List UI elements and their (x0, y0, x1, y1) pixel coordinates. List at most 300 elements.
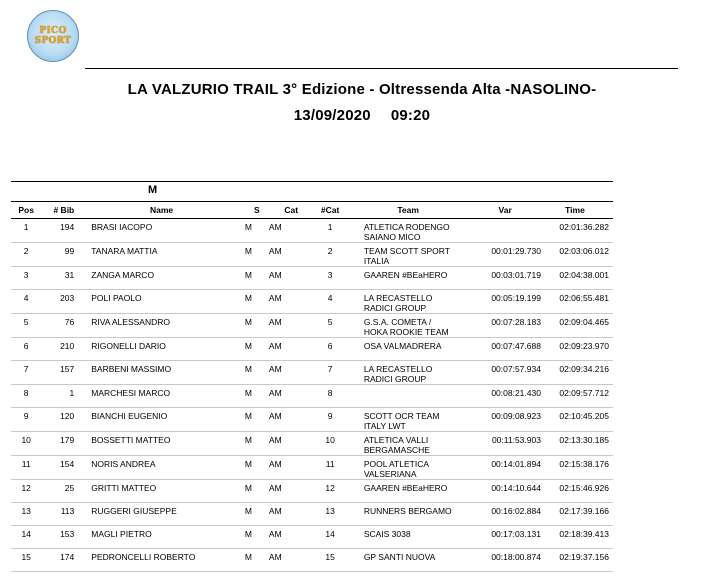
results-table (11, 201, 613, 572)
cell-var-text: 00:16:02.884 (491, 506, 541, 516)
cell-name (78, 432, 245, 456)
table-row (11, 526, 613, 549)
cell-name (78, 314, 245, 338)
cell-team (347, 361, 470, 385)
cell-cat-rank (313, 549, 346, 572)
cell-cat (269, 549, 314, 572)
cell-sex-text: M (244, 459, 252, 469)
team-line: TEAM SCOTT SPORT (363, 246, 450, 256)
cell-time-text: 02:09:04.465 (559, 317, 609, 327)
cell-cat-rank (313, 361, 346, 385)
cell-cat (269, 267, 314, 290)
cell-team (347, 385, 470, 408)
cell-cat-text: AM (268, 341, 282, 351)
cell-pos-text: 14 (21, 529, 31, 539)
cell-cat-text: AM (268, 411, 282, 421)
cell-cat-rank (313, 408, 346, 432)
cell-sex (245, 526, 269, 549)
cell-team (347, 526, 470, 549)
cell-cat-rank (313, 526, 346, 549)
cell-var (469, 480, 541, 503)
cell-team (347, 314, 470, 338)
cell-cat (269, 432, 314, 456)
cell-cat (269, 361, 314, 385)
cell-name-text: BARBENI MASSIMO (91, 364, 172, 374)
cell-var-text: 00:07:57.934 (491, 364, 541, 374)
category-label: M (148, 184, 158, 196)
cell-sex (245, 361, 269, 385)
table-row (11, 243, 613, 267)
cell-pos-text: 1 (23, 222, 29, 232)
cell-pos-text: 7 (23, 364, 29, 374)
team-line: ATLETICA RODENGO (363, 222, 450, 232)
cell-cat-rank-text: 10 (325, 435, 335, 445)
cell-time-text: 02:17:39.166 (559, 506, 609, 516)
cell-time-text: 02:09:57.712 (559, 388, 609, 398)
cell-cat-rank (313, 243, 346, 267)
cell-var (469, 290, 541, 314)
cell-pos-text: 11 (21, 459, 31, 469)
cell-var (469, 456, 541, 480)
cell-sex (245, 243, 269, 267)
cell-team (347, 503, 470, 526)
cell-bib-text: 194 (60, 222, 75, 232)
cell-pos-text: 13 (21, 506, 31, 516)
cell-cat-text: AM (268, 246, 282, 256)
cell-var (469, 267, 541, 290)
cell-name-text: MAGLI PIETRO (91, 529, 152, 539)
cell-bib (41, 361, 78, 385)
cell-cat-text: AM (268, 317, 282, 327)
cell-cat-rank-text: 13 (325, 506, 335, 516)
cell-time-text: 02:09:23.970 (559, 341, 609, 351)
cell-cat-rank-text: 8 (327, 388, 333, 398)
cell-var (469, 408, 541, 432)
cell-name-text: NORIS ANDREA (91, 459, 156, 469)
cell-pos-text: 6 (23, 341, 29, 351)
cell-pos (11, 432, 41, 456)
cell-cat (269, 526, 314, 549)
cell-time (541, 456, 613, 480)
cell-sex (245, 503, 269, 526)
cell-time-text: 02:13:30.185 (559, 435, 609, 445)
cell-var (469, 503, 541, 526)
cell-pos-text: 8 (23, 388, 29, 398)
cell-name (78, 338, 245, 361)
cell-var (469, 361, 541, 385)
cell-bib-text: 174 (60, 552, 75, 562)
cell-cat-rank-text: 15 (325, 552, 335, 562)
cell-var (469, 219, 541, 243)
table-row (11, 503, 613, 526)
cell-name-text: PEDRONCELLI ROBERTO (91, 552, 196, 562)
col-header-time: Time (541, 202, 613, 219)
cell-time (541, 219, 613, 243)
cell-bib-text: 210 (60, 341, 75, 351)
cell-sex (245, 480, 269, 503)
cell-cat-rank (313, 480, 346, 503)
cell-name (78, 480, 245, 503)
cell-bib-text: 153 (60, 529, 75, 539)
race-datetime (0, 107, 724, 124)
cell-time (541, 432, 613, 456)
cell-time-text: 02:19:37.156 (559, 552, 609, 562)
cell-time (541, 243, 613, 267)
cell-cat-rank (313, 432, 346, 456)
table-row (11, 456, 613, 480)
cell-var-text: 00:14:01.894 (491, 459, 541, 469)
cell-pos (11, 526, 41, 549)
cell-cat-text: AM (268, 293, 282, 303)
cell-cat-text: AM (268, 529, 282, 539)
table-row (11, 432, 613, 456)
cell-bib (41, 338, 78, 361)
cell-team (347, 549, 470, 572)
cell-bib-text: 1 (69, 388, 75, 398)
cell-cat-text: AM (268, 222, 282, 232)
cell-team (347, 480, 470, 503)
cell-name-text: BOSSETTI MATTEO (91, 435, 171, 445)
cell-sex-text: M (244, 364, 252, 374)
cell-time (541, 480, 613, 503)
cell-bib (41, 503, 78, 526)
cell-time-text: 02:06:55.481 (559, 293, 609, 303)
cell-time (541, 338, 613, 361)
cell-bib (41, 408, 78, 432)
cell-name-text: ZANGA MARCO (91, 270, 155, 280)
cell-bib (41, 385, 78, 408)
cell-bib-text: 154 (60, 459, 75, 469)
cell-time (541, 408, 613, 432)
cell-time-text: 02:15:46.926 (559, 483, 609, 493)
cell-time (541, 549, 613, 572)
cell-name (78, 290, 245, 314)
table-header-row (11, 202, 613, 219)
cell-bib (41, 432, 78, 456)
cell-team (347, 432, 470, 456)
cell-bib (41, 549, 78, 572)
cell-cat-text: AM (268, 506, 282, 516)
cell-bib (41, 243, 78, 267)
cell-var-text (469, 219, 541, 222)
cell-time (541, 526, 613, 549)
team-line: POOL ATLETICA (363, 459, 429, 469)
cell-name (78, 503, 245, 526)
col-header-var: Var (469, 202, 541, 219)
cell-cat-rank (313, 456, 346, 480)
cell-time (541, 314, 613, 338)
cell-var-text: 00:18:00.874 (491, 552, 541, 562)
cell-pos (11, 480, 41, 503)
cell-sex-text: M (244, 483, 252, 493)
cell-pos (11, 361, 41, 385)
cell-name (78, 549, 245, 572)
table-row (11, 361, 613, 385)
race-title: LA VALZURIO TRAIL 3° Edizione - Oltressenda Alta -NASOLINO- (127, 81, 597, 98)
cell-var (469, 549, 541, 572)
cell-time-text: 02:09:34.216 (559, 364, 609, 374)
cell-cat-rank-text: 6 (327, 341, 333, 351)
cell-bib-text: 179 (60, 435, 75, 445)
cell-sex-text: M (244, 270, 252, 280)
cell-cat (269, 385, 314, 408)
cell-pos-text: 15 (21, 552, 31, 562)
table-top-rule (11, 181, 613, 182)
table-row (11, 338, 613, 361)
cell-name-text: MARCHESI MARCO (91, 388, 171, 398)
logo-text-line2: SPORT (34, 36, 72, 46)
cell-bib (41, 267, 78, 290)
cell-cat (269, 503, 314, 526)
cell-name (78, 526, 245, 549)
cell-time-text: 02:03:06.012 (559, 246, 609, 256)
cell-cat-rank-text: 7 (327, 364, 333, 374)
cell-cat (269, 219, 314, 243)
cell-cat-rank-text: 11 (325, 459, 335, 469)
cell-pos (11, 385, 41, 408)
cell-team (347, 243, 470, 267)
cell-pos (11, 243, 41, 267)
team-line: LA RECASTELLO (363, 364, 433, 374)
cell-pos (11, 219, 41, 243)
cell-bib-text: 99 (64, 246, 75, 256)
team-line: ITALIA (363, 256, 390, 266)
col-header-name: Name (78, 202, 245, 219)
cell-sex (245, 456, 269, 480)
cell-team (347, 267, 470, 290)
cell-sex-text: M (244, 506, 252, 516)
cell-sex (245, 338, 269, 361)
cell-sex (245, 290, 269, 314)
cell-name-text: TANARA MATTIA (91, 246, 158, 256)
cell-sex (245, 408, 269, 432)
cell-bib-text: 76 (64, 317, 75, 327)
cell-sex-text: M (244, 293, 252, 303)
cell-cat-rank-text: 5 (327, 317, 333, 327)
table-row (11, 314, 613, 338)
cell-var-text: 00:05:19.199 (491, 293, 541, 303)
cell-pos-text: 12 (21, 483, 31, 493)
table-row (11, 480, 613, 503)
cell-var (469, 432, 541, 456)
pico-sport-logo (27, 10, 79, 62)
table-row (11, 290, 613, 314)
table-row (11, 267, 613, 290)
cell-pos-text: 10 (21, 435, 31, 445)
header-divider (85, 68, 678, 69)
cell-sex-text: M (244, 246, 252, 256)
cell-sex (245, 314, 269, 338)
cell-bib-text: 25 (64, 483, 75, 493)
cell-cat-text: AM (268, 459, 282, 469)
cell-time-text: 02:18:39.413 (559, 529, 609, 539)
cell-name (78, 385, 245, 408)
cell-var (469, 243, 541, 267)
cell-time-text: 02:10:45.205 (559, 411, 609, 421)
cell-cat-rank (313, 503, 346, 526)
cell-pos (11, 314, 41, 338)
cell-name-text: RUGGERI GIUSEPPE (91, 506, 177, 516)
results-body (11, 219, 613, 572)
cell-cat-text: AM (268, 435, 282, 445)
cell-pos (11, 503, 41, 526)
team-line: GAAREN #BEaHERO (363, 270, 448, 280)
table-row (11, 408, 613, 432)
col-header-cat: Cat (269, 202, 314, 219)
cell-bib (41, 219, 78, 243)
cell-var (469, 526, 541, 549)
race-date: 13/09/2020 (293, 107, 371, 124)
cell-cat-text: AM (268, 483, 282, 493)
table-row (11, 549, 613, 572)
cell-pos (11, 456, 41, 480)
cell-name (78, 219, 245, 243)
cell-cat-rank-text: 9 (327, 411, 333, 421)
cell-pos-text: 4 (23, 293, 29, 303)
cell-bib (41, 480, 78, 503)
cell-var (469, 314, 541, 338)
cell-var-text: 00:07:28.183 (491, 317, 541, 327)
cell-sex-text: M (244, 411, 252, 421)
cell-pos-text: 3 (23, 270, 29, 280)
team-line: G.S.A. COMETA / (363, 317, 432, 327)
cell-bib-text: 31 (64, 270, 75, 280)
cell-team (347, 456, 470, 480)
cell-time-text: 02:15:38.176 (559, 459, 609, 469)
cell-cat-rank (313, 338, 346, 361)
cell-time (541, 361, 613, 385)
cell-cat-text: AM (268, 388, 282, 398)
cell-var-text: 00:14:10.644 (491, 483, 541, 493)
cell-cat-text: AM (268, 552, 282, 562)
cell-cat-rank (313, 385, 346, 408)
cell-cat-rank-text: 3 (327, 270, 333, 280)
cell-pos (11, 290, 41, 314)
cell-pos (11, 267, 41, 290)
cell-bib-text: 157 (60, 364, 75, 374)
table-row (11, 385, 613, 408)
cell-name (78, 243, 245, 267)
cell-sex-text: M (244, 317, 252, 327)
team-line: VALSERIANA (363, 469, 417, 479)
cell-name-text: BRASI IACOPO (91, 222, 153, 232)
cell-sex (245, 549, 269, 572)
team-line: RUNNERS BERGAMO (363, 506, 452, 516)
col-header-sex: S (245, 202, 269, 219)
cell-var-text: 00:01:29.730 (491, 246, 541, 256)
team-line: OSA VALMADRERA (363, 341, 442, 351)
cell-sex-text: M (244, 222, 252, 232)
cell-name (78, 408, 245, 432)
cell-sex (245, 267, 269, 290)
team-line: ITALY LWT (363, 421, 406, 431)
cell-bib (41, 456, 78, 480)
cell-pos (11, 549, 41, 572)
cell-cat (269, 338, 314, 361)
cell-cat-rank (313, 219, 346, 243)
cell-cat (269, 480, 314, 503)
cell-bib-text: 120 (60, 411, 75, 421)
cell-cat (269, 314, 314, 338)
cell-cat (269, 243, 314, 267)
cell-sex (245, 432, 269, 456)
team-line: RADICI GROUP (363, 303, 427, 313)
col-header-pos: Pos (11, 202, 41, 219)
cell-pos-text: 9 (23, 411, 29, 421)
cell-team (347, 338, 470, 361)
cell-name-text: POLI PAOLO (91, 293, 142, 303)
cell-cat-rank-text: 4 (327, 293, 333, 303)
cell-var-text: 00:09:08.923 (491, 411, 541, 421)
cell-pos-text: 5 (23, 317, 29, 327)
team-line: GP SANTI NUOVA (363, 552, 436, 562)
cell-cat-rank-text: 12 (325, 483, 335, 493)
race-time: 09:20 (390, 107, 431, 124)
cell-cat (269, 456, 314, 480)
cell-sex-text: M (244, 552, 252, 562)
cell-team (347, 290, 470, 314)
cell-cat-text: AM (268, 364, 282, 374)
col-header-cat-rank: #Cat (313, 202, 346, 219)
cell-var (469, 338, 541, 361)
cell-name-text: GRITTI MATTEO (91, 483, 157, 493)
cell-time (541, 503, 613, 526)
cell-cat-text: AM (268, 270, 282, 280)
cell-pos-text: 2 (23, 246, 29, 256)
cell-cat-rank (313, 290, 346, 314)
cell-cat-rank (313, 314, 346, 338)
cell-bib (41, 526, 78, 549)
cell-name (78, 456, 245, 480)
cell-cat-rank-text: 14 (325, 529, 335, 539)
team-line: ATLETICA VALLI (363, 435, 429, 445)
cell-sex-text: M (244, 388, 252, 398)
cell-time (541, 385, 613, 408)
cell-name-text: RIGONELLI DARIO (91, 341, 166, 351)
team-line: LA RECASTELLO (363, 293, 433, 303)
team-line: BERGAMASCHE (363, 445, 430, 455)
cell-bib (41, 314, 78, 338)
cell-time-text: 02:01:36.282 (559, 222, 609, 232)
cell-bib-text: 203 (60, 293, 75, 303)
cell-pos (11, 408, 41, 432)
cell-pos (11, 338, 41, 361)
cell-name-text: BIANCHI EUGENIO (91, 411, 168, 421)
team-line: SCOTT OCR TEAM (363, 411, 440, 421)
cell-sex-text: M (244, 341, 252, 351)
cell-cat-rank-text: 1 (327, 222, 333, 232)
cell-bib-text: 113 (60, 506, 75, 516)
cell-cat (269, 408, 314, 432)
team-line: SAIANO MICO (363, 232, 421, 242)
table-row (11, 219, 613, 243)
cell-sex-text: M (244, 529, 252, 539)
team-line: HOKA ROOKIE TEAM (363, 327, 449, 337)
cell-bib (41, 290, 78, 314)
cell-var (469, 385, 541, 408)
cell-cat-rank (313, 267, 346, 290)
team-line: GAAREN #BEaHERO (363, 483, 448, 493)
cell-time (541, 290, 613, 314)
cell-team (347, 219, 470, 243)
cell-var-text: 00:03:01.719 (491, 270, 541, 280)
cell-name (78, 361, 245, 385)
cell-cat-rank-text: 2 (327, 246, 333, 256)
cell-var-text: 00:08:21.430 (491, 388, 541, 398)
cell-team (347, 408, 470, 432)
team-line: SCAIS 3038 (363, 529, 411, 539)
cell-time-text: 02:04:38.001 (559, 270, 609, 280)
